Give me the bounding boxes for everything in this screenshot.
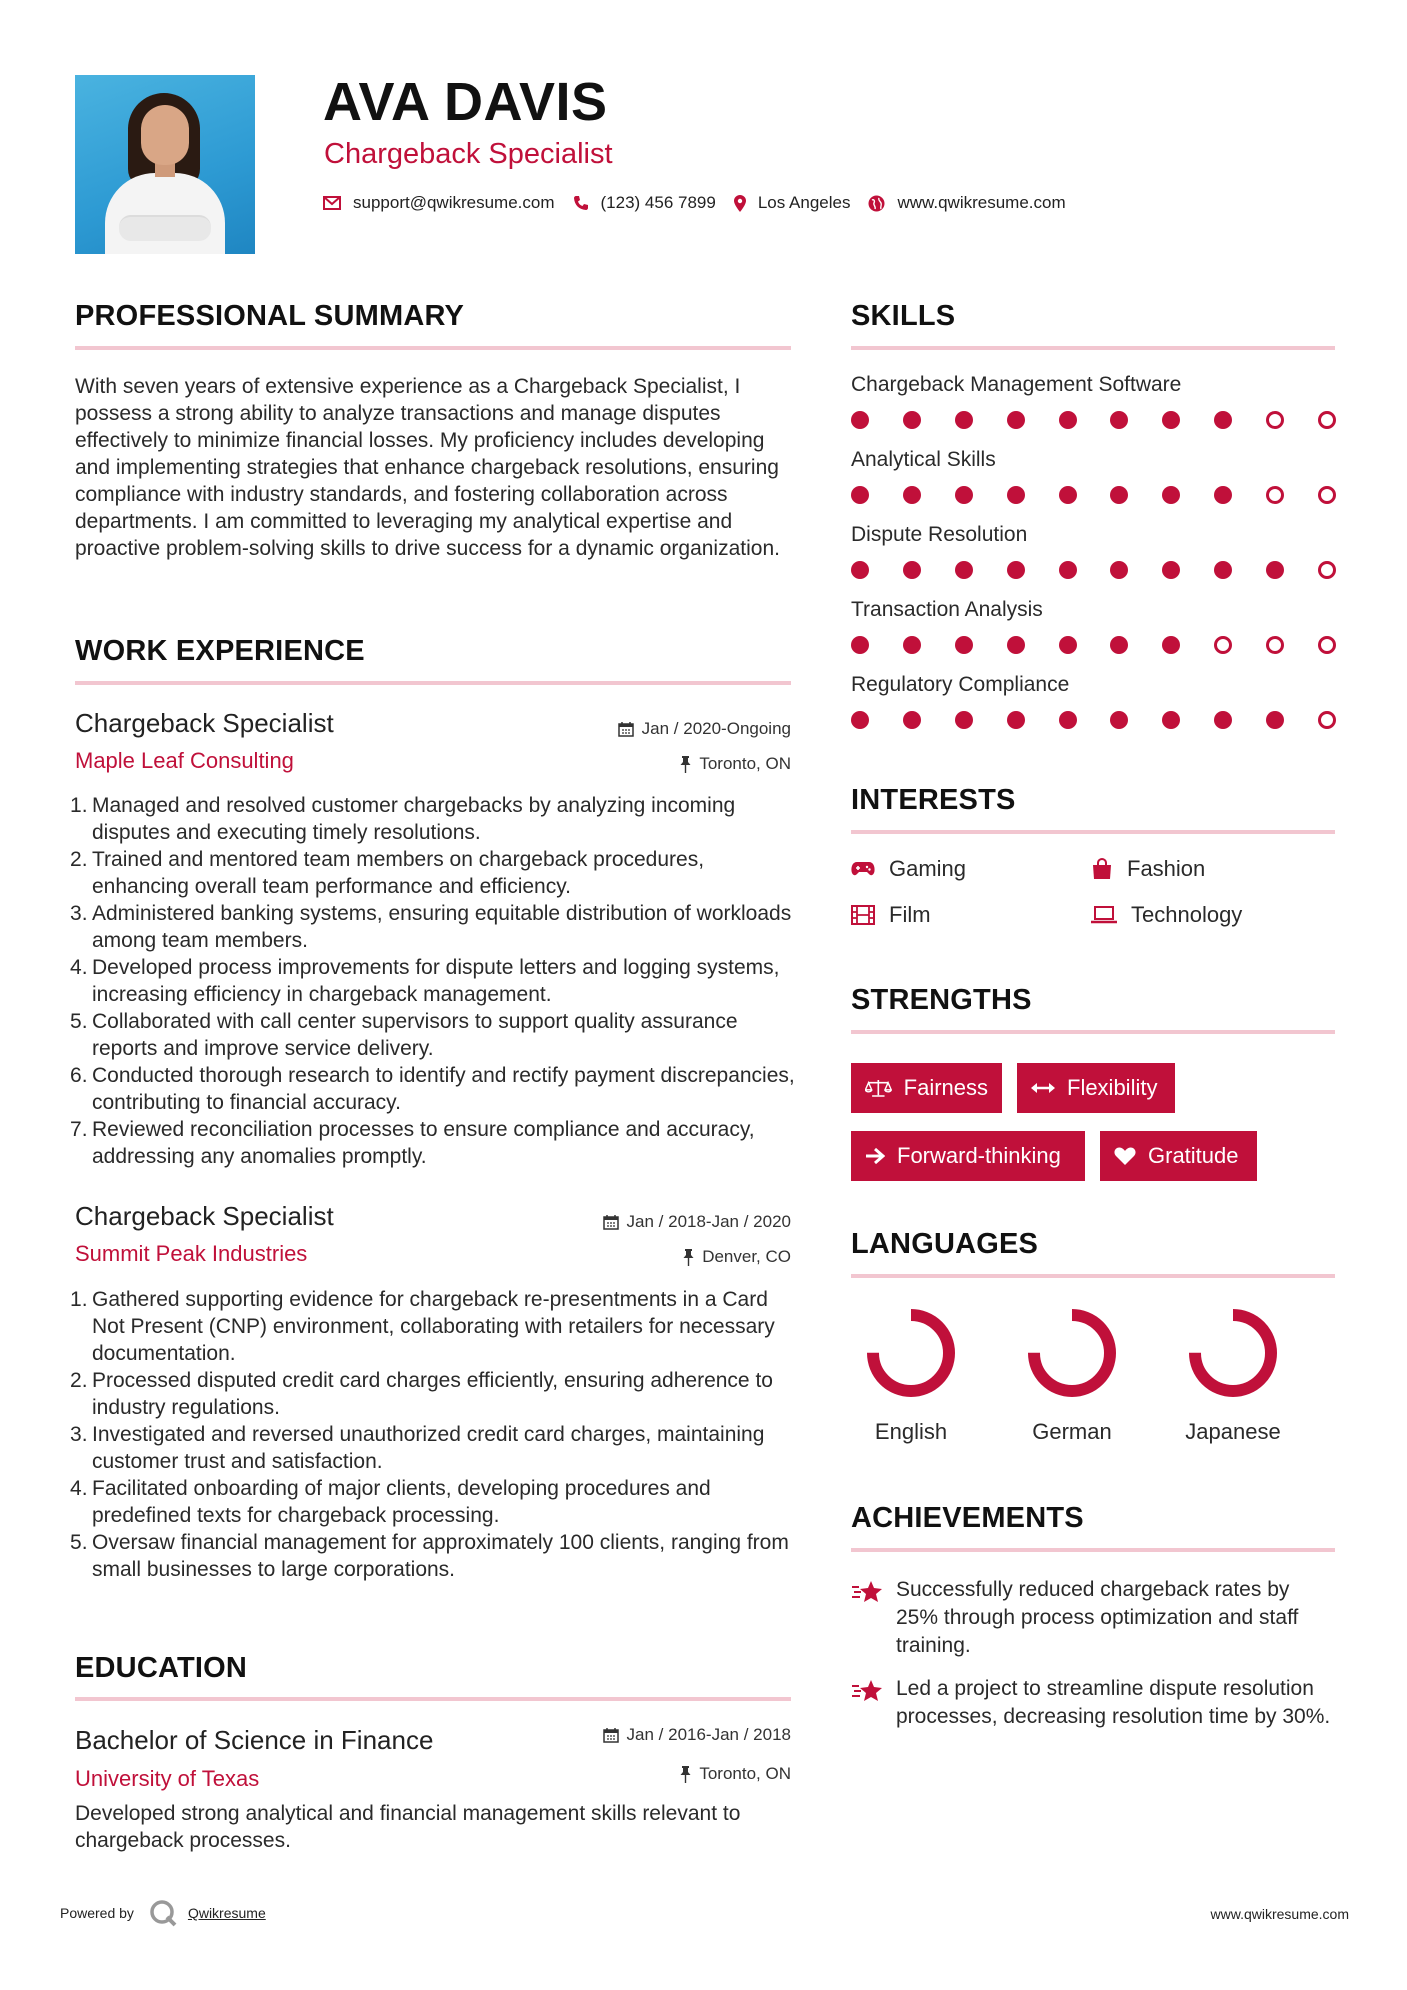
rating-dot-empty — [1318, 636, 1336, 654]
contact-email[interactable]: support@qwikresume.com — [323, 193, 555, 213]
list-item: Gathered supporting evidence for chargeback re-presentments in a Card Not Present (CNP) environment, collaborating with retailers for necessary documentation. — [92, 1288, 775, 1365]
education-description: Developed strong analytical and financial management skills relevant to chargeback processes. — [75, 1802, 741, 1852]
rating-dot-filled — [1007, 561, 1025, 579]
laptop-icon — [1091, 906, 1117, 924]
shopping-bag-icon — [1091, 858, 1113, 880]
rating-dot-filled — [851, 636, 869, 654]
rating-dot-filled — [1059, 486, 1077, 504]
rating-dot-filled — [1110, 561, 1128, 579]
rating-dot-filled — [1162, 486, 1180, 504]
rating-dot-empty — [1318, 486, 1336, 504]
rating-dot-filled — [1214, 561, 1232, 579]
arrow-right-icon — [865, 1147, 885, 1165]
education-rule — [75, 1697, 791, 1701]
achievement-item: Led a project to streamline dispute resolution processes, decreasing resolution time by 30%. — [851, 1675, 1331, 1731]
calendar-icon — [603, 1214, 619, 1230]
rating-dot-filled — [903, 561, 921, 579]
summary-text: With seven years of extensive experience as a Chargeback Specialist, I possess a strong ability to analyze transactions and manage disputes effectively to minimize financial losses. My proficiency includes developing and implementing strategies that enhance chargeback resolutions, ensuring compliance with industry standards, and fostering collaboration across departments. I am committed to leveraging my analytical expertise and proactive problem-solving skills to drive success for a dynamic organization. — [75, 375, 780, 560]
list-item: Administered banking systems, ensuring equitable distribution of workloads among team members. — [92, 902, 792, 952]
envelope-icon — [323, 196, 341, 210]
rating-dot-filled — [851, 711, 869, 729]
rating-dot-filled — [1266, 711, 1284, 729]
experience-rule — [75, 681, 791, 685]
rating-dot-filled — [1214, 486, 1232, 504]
language-ring — [1186, 1306, 1280, 1400]
job-dates: Jan / 2018-Jan / 2020 — [603, 1212, 791, 1232]
rating-dot-filled — [1059, 711, 1077, 729]
rating-dot-empty — [1318, 711, 1336, 729]
education-heading: EDUCATION — [75, 1652, 248, 1684]
achievements-rule — [851, 1548, 1335, 1552]
rating-dot-filled — [1007, 711, 1025, 729]
list-item: Managed and resolved customer chargebacks by analyzing incoming disputes and executing timely resolutions. — [92, 794, 736, 844]
strength-tag: Fairness — [851, 1063, 1002, 1113]
skill-rating — [851, 411, 1336, 429]
qwikresume-logo-icon — [148, 1898, 178, 1928]
skills-heading: SKILLS — [851, 300, 956, 332]
contact-location: Los Angeles — [734, 193, 851, 213]
rating-dot-filled — [903, 411, 921, 429]
list-item: Oversaw financial management for approximately 100 clients, ranging from small businesses to large corporations. — [92, 1531, 789, 1581]
arrows-horizontal-icon — [1031, 1081, 1055, 1095]
skill-rating — [851, 636, 1336, 654]
rating-dot-filled — [1266, 561, 1284, 579]
achievements-heading: ACHIEVEMENTS — [851, 1502, 1084, 1534]
language-item — [1168, 1306, 1298, 1445]
rating-dot-filled — [1110, 636, 1128, 654]
job-bullets — [70, 792, 800, 1170]
job-company: Maple Leaf Consulting — [75, 748, 294, 773]
skill-name: Analytical Skills — [851, 448, 996, 471]
list-item: Trained and mentored team members on chargeback procedures, enhancing overall team performance and efficiency. — [92, 848, 705, 898]
rating-dot-empty — [1266, 411, 1284, 429]
rating-dot-filled — [1110, 411, 1128, 429]
skills-rule — [851, 346, 1335, 350]
contact-phone[interactable]: (123) 456 7899 — [573, 193, 716, 213]
education-dates: Jan / 2016-Jan / 2018 — [603, 1725, 791, 1745]
shooting-star-icon — [851, 1677, 885, 1705]
rating-dot-filled — [955, 486, 973, 504]
globe-icon — [868, 195, 885, 212]
rating-dot-filled — [955, 636, 973, 654]
interests-heading: INTERESTS — [851, 784, 1016, 816]
rating-dot-filled — [1214, 411, 1232, 429]
rating-dot-filled — [851, 486, 869, 504]
gamepad-icon — [851, 861, 875, 877]
footer-powered-by: Powered by Qwikresume — [60, 1898, 266, 1928]
summary-heading: PROFESSIONAL SUMMARY — [75, 300, 465, 332]
language-ring-arc — [1034, 1315, 1110, 1391]
skill-name: Chargeback Management Software — [851, 373, 1182, 396]
rating-dot-filled — [851, 411, 869, 429]
list-item: Reviewed reconciliation processes to ensure compliance and accuracy, addressing any anomalies promptly. — [92, 1118, 755, 1168]
language-item — [1007, 1306, 1137, 1445]
languages-heading: LANGUAGES — [851, 1228, 1039, 1260]
degree-title: Bachelor of Science in Finance — [75, 1725, 434, 1755]
balance-scale-icon — [865, 1077, 892, 1099]
rating-dot-filled — [1214, 711, 1232, 729]
rating-dot-filled — [1007, 636, 1025, 654]
rating-dot-filled — [955, 711, 973, 729]
rating-dot-filled — [1007, 411, 1025, 429]
list-item: Facilitated onboarding of major clients, developing procedures and predefined texts for chargeback processing. — [92, 1477, 711, 1527]
candidate-title: Chargeback Specialist — [324, 138, 613, 170]
skill-rating — [851, 486, 1336, 504]
rating-dot-empty — [1266, 486, 1284, 504]
job-location: Toronto, ON — [680, 754, 791, 774]
rating-dot-empty — [1318, 411, 1336, 429]
skill-rating — [851, 561, 1336, 579]
heart-icon — [1114, 1146, 1136, 1166]
rating-dot-filled — [903, 636, 921, 654]
shooting-star-icon — [851, 1578, 885, 1606]
job-dates: Jan / 2020-Ongoing — [618, 719, 791, 739]
profile-photo — [75, 75, 255, 254]
skill-name: Regulatory Compliance — [851, 673, 1070, 696]
interest-gaming: Gaming — [851, 856, 966, 882]
rating-dot-filled — [1059, 561, 1077, 579]
contact-bar — [323, 193, 1084, 213]
calendar-icon — [618, 721, 634, 737]
language-name: German — [1032, 1419, 1112, 1444]
summary-rule — [75, 346, 791, 350]
language-name: Japanese — [1185, 1419, 1281, 1444]
skill-name: Dispute Resolution — [851, 523, 1028, 546]
rating-dot-filled — [1162, 636, 1180, 654]
language-name: English — [874, 1419, 948, 1444]
skill-name: Transaction Analysis — [851, 598, 1043, 621]
strength-tag: Flexibility — [1017, 1063, 1175, 1113]
rating-dot-filled — [955, 411, 973, 429]
pushpin-icon — [680, 756, 691, 773]
list-item: Collaborated with call center supervisors to support quality assurance reports and improve service delivery. — [92, 1010, 738, 1060]
language-item — [846, 1306, 976, 1445]
job-bullets — [70, 1286, 800, 1583]
languages-rule — [851, 1274, 1335, 1278]
language-ring — [864, 1306, 958, 1400]
pushpin-icon — [680, 1766, 691, 1783]
rating-dot-filled — [1110, 711, 1128, 729]
film-icon — [851, 905, 875, 925]
rating-dot-filled — [903, 711, 921, 729]
experience-heading: WORK EXPERIENCE — [75, 635, 365, 667]
list-item: Investigated and reversed unauthorized credit card charges, maintaining customer trust and satisfaction. — [92, 1423, 765, 1473]
rating-dot-empty — [1266, 636, 1284, 654]
footer-website[interactable]: www.qwikresume.com — [1210, 1906, 1349, 1922]
rating-dot-empty — [1318, 561, 1336, 579]
strength-tag: Forward-thinking — [851, 1131, 1085, 1181]
rating-dot-filled — [1110, 486, 1128, 504]
rating-dot-filled — [1162, 561, 1180, 579]
language-ring — [1025, 1306, 1119, 1400]
strengths-rule — [851, 1030, 1335, 1034]
job-company: Summit Peak Industries — [75, 1241, 308, 1266]
rating-dot-filled — [1007, 486, 1025, 504]
contact-website[interactable]: www.qwikresume.com — [868, 193, 1065, 213]
rating-dot-filled — [851, 561, 869, 579]
education-location: Toronto, ON — [680, 1764, 791, 1784]
job-title: Chargeback Specialist — [75, 708, 334, 738]
strength-tag: Gratitude — [1100, 1131, 1257, 1181]
rating-dot-filled — [903, 486, 921, 504]
rating-dot-filled — [1059, 411, 1077, 429]
interest-technology: Technology — [1091, 902, 1242, 928]
interest-fashion: Fashion — [1091, 856, 1205, 882]
pushpin-icon — [683, 1249, 694, 1266]
rating-dot-empty — [1214, 636, 1232, 654]
list-item: Developed process improvements for dispute letters and logging systems, increasing efficiency in chargeback management. — [92, 956, 780, 1006]
interests-rule — [851, 830, 1335, 834]
strengths-heading: STRENGTHS — [851, 984, 1032, 1016]
rating-dot-filled — [1059, 636, 1077, 654]
rating-dot-filled — [1162, 711, 1180, 729]
list-item: Processed disputed credit card charges efficiently, ensuring adherence to industry regulations. — [92, 1369, 773, 1419]
language-ring-arc — [1195, 1315, 1271, 1391]
skill-rating — [851, 711, 1336, 729]
language-ring-arc — [873, 1315, 949, 1391]
job-location: Denver, CO — [683, 1247, 791, 1267]
rating-dot-filled — [955, 561, 973, 579]
calendar-icon — [603, 1727, 619, 1743]
candidate-name: AVA DAVIS — [323, 72, 608, 132]
interest-film: Film — [851, 902, 931, 928]
achievement-item: Successfully reduced chargeback rates by 25% through process optimization and staff training. — [851, 1576, 1331, 1660]
phone-icon — [573, 195, 589, 211]
qwikresume-link[interactable]: Qwikresume — [187, 1905, 266, 1921]
list-item: Conducted thorough research to identify and rectify payment discrepancies, contributing to financial accuracy. — [92, 1064, 795, 1114]
rating-dot-filled — [1162, 411, 1180, 429]
school-name: University of Texas — [75, 1766, 260, 1791]
job-title: Chargeback Specialist — [75, 1201, 334, 1231]
map-pin-icon — [734, 195, 746, 212]
